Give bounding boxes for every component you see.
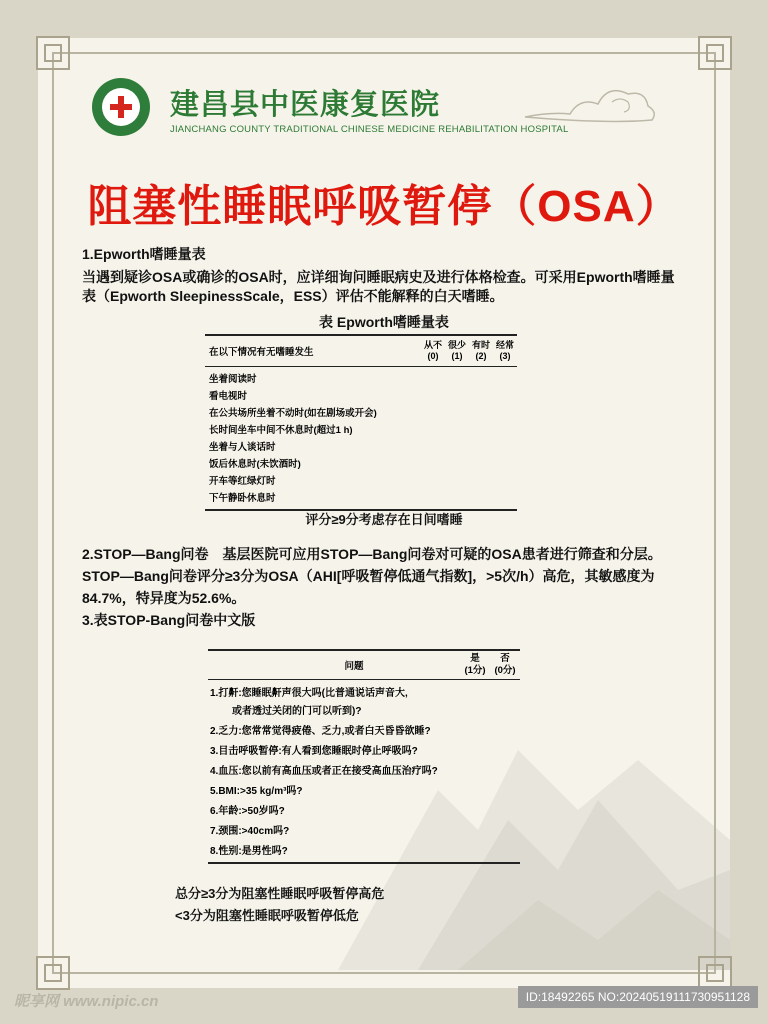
option-rarely: 很少 (1) (447, 340, 466, 361)
table-row: 7.颈围:>40cm吗? (210, 826, 290, 837)
section1-paragraph: 当遇到疑诊OSA或确诊的OSA时，应详细询问睡眠病史及进行体格检查。可采用Epworth嗜睡量表（Epworth SleepinessScale，ESS）评估不能解释的白天嗜睡。 (82, 269, 675, 304)
table-row-continuation: 或者透过关闭的门可以听到)? (232, 706, 362, 717)
table-row: 4.血压:您以前有高血压或者正在接受高血压治疗吗? (210, 766, 438, 777)
table-row: 2.乏力:您常常觉得疲倦、乏力,或者白天昏昏欲睡? (210, 726, 431, 737)
option-often: 经常 (3) (495, 340, 514, 361)
page-title: 阻塞性睡眠呼吸暂停（OSA） (87, 182, 681, 231)
table-row: 坐着阅读时 (209, 374, 257, 385)
table-row: 5.BMI:>35 kg/m³吗? (210, 786, 303, 797)
frame-corner-ornament (36, 956, 70, 990)
total-high-risk: 总分≥3分为阻塞性睡眠呼吸暂停高危 (175, 886, 385, 901)
table-row: 长时间坐车中间不休息时(超过1 h) (209, 425, 353, 436)
watermark-id: ID:18492265 NO:20240519111730951128 (518, 986, 758, 1008)
table-row: 饭后休息时(未饮酒时) (209, 459, 301, 470)
frame-corner-ornament (698, 36, 732, 70)
table-row: 坐着与人谈话时 (209, 442, 276, 453)
hospital-name-en: JIANCHANG COUNTY TRADITIONAL CHINESE MEDICINE REHABILITATION HOSPITAL (170, 124, 569, 135)
table-row: 看电视时 (209, 391, 248, 402)
section1-heading: 1.Epworth嗜睡量表 (82, 246, 206, 262)
table-row: 1.打鼾:您睡眠鼾声很大吗(比普通说话声音大, (210, 688, 408, 699)
frame-corner-ornament (36, 36, 70, 70)
table-row: 下午静卧休息时 (209, 493, 276, 504)
epworth-table-caption: 表 Epworth嗜睡量表 (319, 314, 449, 330)
total-low-risk: <3分为阻塞性睡眠呼吸暂停低危 (175, 908, 359, 923)
epworth-header-question: 在以下情况有无嗜睡发生 (209, 347, 314, 358)
hospital-logo (92, 78, 150, 136)
stop-bang-header-question: 问题 (344, 661, 364, 672)
stop-bang-table-header (208, 651, 520, 680)
option-no: 否 (0分) (494, 653, 516, 676)
table-row: 在公共场所坐着不动时(如在剧场或开会) (209, 408, 377, 419)
option-yes: 是 (1分) (464, 653, 486, 676)
table-row: 3.目击呼吸暂停:有人看到您睡眠时停止呼吸吗? (210, 746, 418, 757)
red-cross-icon (102, 88, 140, 126)
option-sometimes: 有时 (2) (471, 340, 490, 361)
option-never: 从不 (0) (423, 340, 442, 361)
epworth-table (205, 334, 517, 511)
hospital-name-cn: 建昌县中医康复医院 (170, 89, 441, 121)
epworth-table-header (205, 336, 517, 367)
table-row: 开车等红绿灯时 (209, 476, 276, 487)
section3-heading: 3.表STOP-Bang问卷中文版 (82, 612, 256, 628)
table-row: 8.性别:是男性吗? (210, 846, 288, 857)
table-row: 6.年龄:>50岁吗? (210, 806, 285, 817)
watermark-logo: 昵享网 www.nipic.cn (14, 993, 159, 1010)
stop-bang-table (208, 649, 520, 864)
section2-paragraph: 2.STOP—Bang问卷 基层医院可应用STOP—Bang问卷对可疑的OSA患者进行筛查和分层。STOP—Bang问卷评分≥3分为OSA（AHI[呼吸暂停低通气指数]，>5次/h）高危，其敏感度为84.7%，特异度为52.6%。 (82, 546, 662, 606)
epworth-score-note: 评分≥9分考虑存在日间嗜睡 (305, 512, 463, 527)
cloud-ornament-icon (520, 72, 660, 132)
frame-corner-ornament (698, 956, 732, 990)
